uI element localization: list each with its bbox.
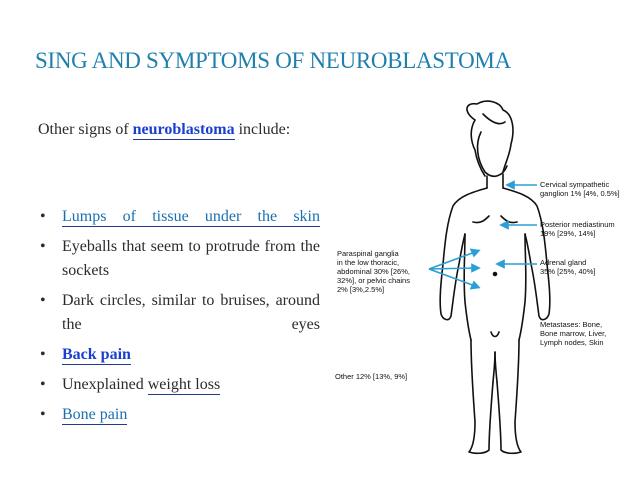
label-line: in the low thoracic, [337,258,400,267]
bullet-prefix: Unexplained [62,376,144,393]
bullet-text: Dark circles, similar to bruises, around the eyes [62,292,320,333]
symptom-list [38,205,320,433]
label-line: Paraspinal ganglia [337,249,399,258]
bullet-link[interactable]: weight loss [147,376,221,393]
paraspinal-label [337,249,410,294]
list-item [38,205,320,229]
bullet-text[interactable]: Back pain [62,346,131,363]
bullet-text[interactable]: Bone pain [62,406,128,423]
label-line: Bone marrow, Liver, [540,329,607,338]
label-line: Posterior mediastinum [540,220,615,229]
label-line: Metastases: Bone, [540,320,603,329]
label-line: Adrenal gland [540,258,587,267]
label-line: abdominal 30% [26%, [337,267,410,276]
intro-text [38,118,320,142]
intro-suffix: include: [238,121,291,138]
list-item [38,343,320,367]
cervical-label [540,180,620,198]
posterior-label [540,220,615,238]
intro-prefix: Other signs of [38,121,129,138]
label-line: 32%], or pelvic chains [337,276,410,285]
label-line: Cervical sympathetic [540,180,610,189]
label-line: Other 12% [13%, 9%] [335,372,408,381]
label-line: 2% [3%,2.5%] [337,285,385,294]
label-line: ganglion 1% [4%, 0.5%] [540,189,620,198]
intro-highlight-link[interactable]: neuroblastoma [132,121,235,138]
adrenal-label [540,258,595,276]
label-line: 35% [25%, 40%] [540,267,596,276]
list-item [38,403,320,427]
page-title: SING AND SYMPTOMS OF NEUROBLASTOMA [35,48,511,73]
label-line: 19% [29%, 14%] [540,229,596,238]
anatomy-figure [325,92,630,462]
list-item [38,373,320,397]
metastases-label [540,320,606,347]
list-item [38,289,320,337]
bullet-text[interactable]: Lumps of tissue under the skin [62,208,320,225]
other-label [335,372,407,381]
label-line: Lymph nodes, Skin [540,338,604,347]
list-item [38,235,320,283]
bullet-text: Eyeballs that seem to protrude from the sockets [62,238,320,279]
